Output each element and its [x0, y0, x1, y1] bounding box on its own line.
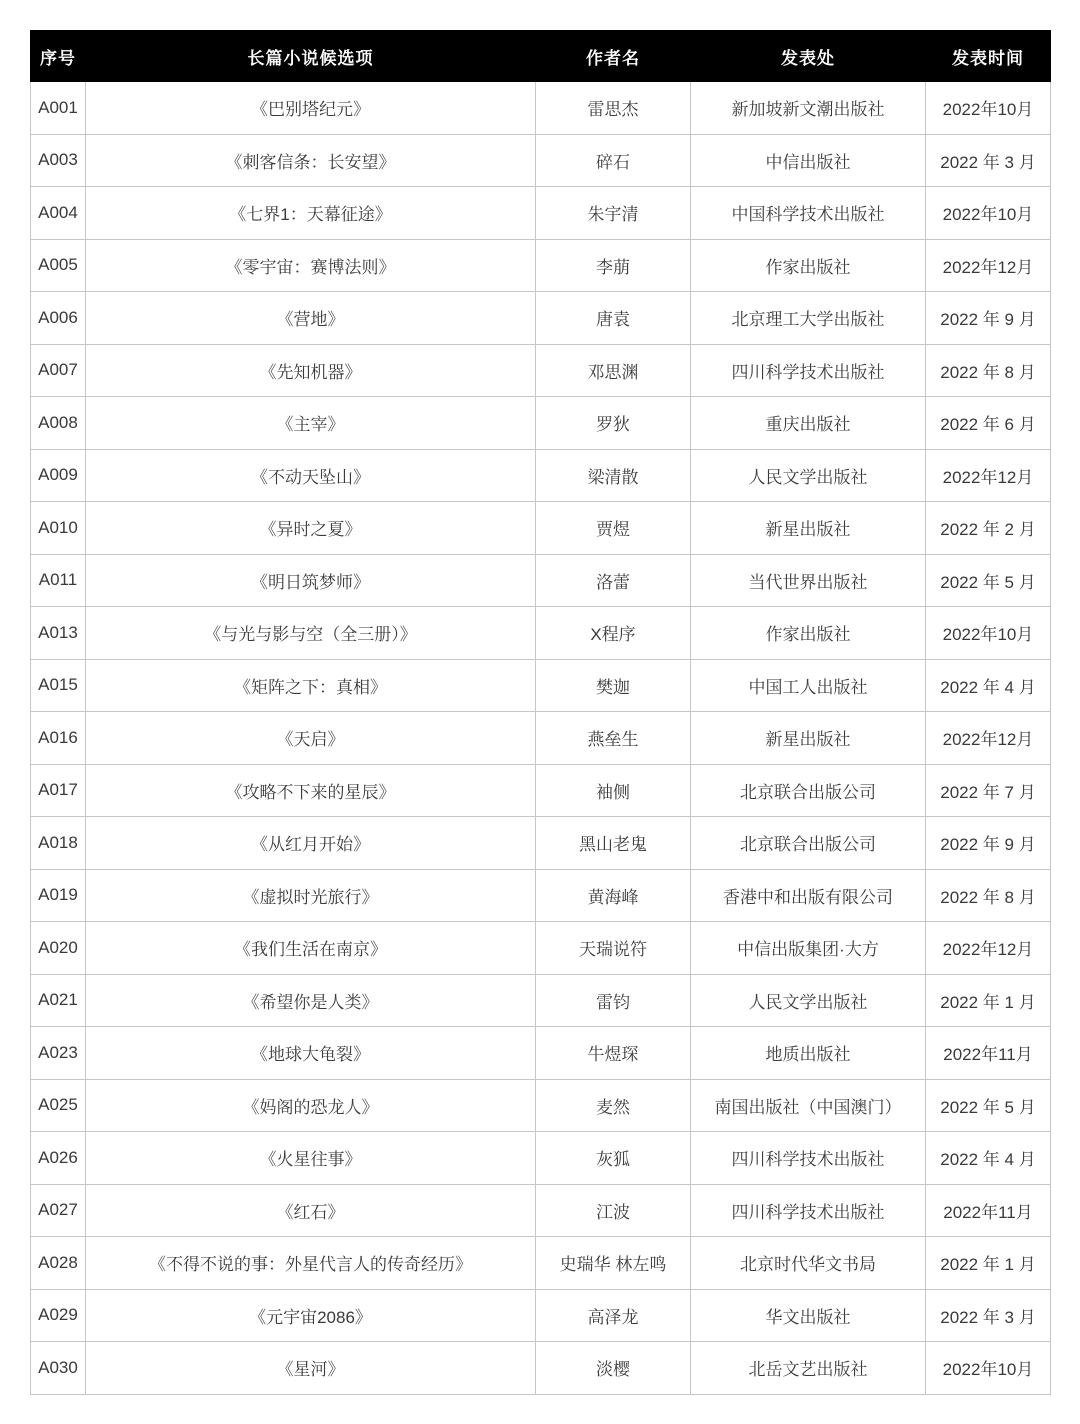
cell-date: 2022年12月	[926, 239, 1051, 292]
column-header-date: 发表时间	[926, 31, 1051, 82]
cell-title: 《异时之夏》	[86, 502, 536, 555]
cell-date: 2022年12月	[926, 712, 1051, 765]
cell-date: 2022 年 6 月	[926, 397, 1051, 450]
cell-date: 2022 年 5 月	[926, 1079, 1051, 1132]
novel-candidates-table-container	[30, 30, 1050, 1395]
cell-author: 雷思杰	[536, 82, 691, 135]
cell-publisher: 新星出版社	[691, 712, 926, 765]
cell-publisher: 北京联合出版公司	[691, 817, 926, 870]
cell-title: 《不得不说的事：外星代言人的传奇经历》	[86, 1237, 536, 1290]
table-row	[31, 502, 1051, 555]
cell-publisher: 中信出版集团·大方	[691, 922, 926, 975]
table-row	[31, 134, 1051, 187]
column-header-publisher: 发表处	[691, 31, 926, 82]
table-row	[31, 869, 1051, 922]
cell-title: 《希望你是人类》	[86, 974, 536, 1027]
table-row	[31, 712, 1051, 765]
cell-date: 2022年10月	[926, 1342, 1051, 1395]
table-row	[31, 764, 1051, 817]
cell-serial: A018	[31, 817, 86, 870]
cell-author: 邓思渊	[536, 344, 691, 397]
cell-serial: A026	[31, 1132, 86, 1185]
column-header-serial: 序号	[31, 31, 86, 82]
table-row	[31, 187, 1051, 240]
cell-serial: A004	[31, 187, 86, 240]
table-header	[31, 31, 1051, 82]
cell-serial: A020	[31, 922, 86, 975]
cell-date: 2022年12月	[926, 922, 1051, 975]
cell-title: 《我们生活在南京》	[86, 922, 536, 975]
table-row	[31, 292, 1051, 345]
cell-publisher: 中信出版社	[691, 134, 926, 187]
header-row	[31, 31, 1051, 82]
cell-publisher: 华文出版社	[691, 1289, 926, 1342]
cell-publisher: 作家出版社	[691, 607, 926, 660]
cell-publisher: 四川科学技术出版社	[691, 344, 926, 397]
cell-publisher: 中国工人出版社	[691, 659, 926, 712]
table-row	[31, 1289, 1051, 1342]
table-row	[31, 554, 1051, 607]
cell-publisher: 四川科学技术出版社	[691, 1184, 926, 1237]
cell-serial: A015	[31, 659, 86, 712]
cell-publisher: 北京联合出版公司	[691, 764, 926, 817]
novel-candidates-table	[30, 30, 1051, 1395]
cell-title: 《营地》	[86, 292, 536, 345]
cell-author: 黄海峰	[536, 869, 691, 922]
cell-author: 朱宇清	[536, 187, 691, 240]
cell-date: 2022年11月	[926, 1027, 1051, 1080]
cell-serial: A030	[31, 1342, 86, 1395]
cell-serial: A005	[31, 239, 86, 292]
cell-title: 《攻略不下来的星辰》	[86, 764, 536, 817]
table-row	[31, 82, 1051, 135]
cell-author: 黑山老鬼	[536, 817, 691, 870]
cell-date: 2022 年 8 月	[926, 344, 1051, 397]
table-body	[31, 82, 1051, 1395]
cell-date: 2022 年 9 月	[926, 292, 1051, 345]
cell-publisher: 人民文学出版社	[691, 449, 926, 502]
cell-serial: A019	[31, 869, 86, 922]
cell-serial: A027	[31, 1184, 86, 1237]
table-row	[31, 1027, 1051, 1080]
cell-publisher: 香港中和出版有限公司	[691, 869, 926, 922]
cell-title: 《星河》	[86, 1342, 536, 1395]
cell-publisher: 南国出版社（中国澳门）	[691, 1079, 926, 1132]
table-row	[31, 1342, 1051, 1395]
cell-date: 2022年10月	[926, 187, 1051, 240]
cell-serial: A008	[31, 397, 86, 450]
table-row	[31, 239, 1051, 292]
cell-author: 袖侧	[536, 764, 691, 817]
cell-date: 2022 年 4 月	[926, 659, 1051, 712]
cell-title: 《巴别塔纪元》	[86, 82, 536, 135]
cell-date: 2022 年 3 月	[926, 1289, 1051, 1342]
cell-author: 贾煜	[536, 502, 691, 555]
table-row	[31, 817, 1051, 870]
column-header-author: 作者名	[536, 31, 691, 82]
cell-date: 2022年10月	[926, 82, 1051, 135]
cell-serial: A023	[31, 1027, 86, 1080]
cell-title: 《刺客信条：长安望》	[86, 134, 536, 187]
cell-author: 牛煜琛	[536, 1027, 691, 1080]
cell-date: 2022 年 2 月	[926, 502, 1051, 555]
table-row	[31, 449, 1051, 502]
cell-title: 《妈阁的恐龙人》	[86, 1079, 536, 1132]
cell-serial: A029	[31, 1289, 86, 1342]
table-row	[31, 1132, 1051, 1185]
cell-serial: A013	[31, 607, 86, 660]
cell-author: 江波	[536, 1184, 691, 1237]
cell-date: 2022 年 7 月	[926, 764, 1051, 817]
table-row	[31, 922, 1051, 975]
cell-title: 《不动天坠山》	[86, 449, 536, 502]
table-row	[31, 1079, 1051, 1132]
cell-title: 《火星往事》	[86, 1132, 536, 1185]
cell-title: 《零宇宙：赛博法则》	[86, 239, 536, 292]
cell-author: 樊迦	[536, 659, 691, 712]
cell-serial: A011	[31, 554, 86, 607]
cell-publisher: 当代世界出版社	[691, 554, 926, 607]
cell-publisher: 新加坡新文潮出版社	[691, 82, 926, 135]
cell-serial: A001	[31, 82, 86, 135]
cell-publisher: 四川科学技术出版社	[691, 1132, 926, 1185]
cell-serial: A025	[31, 1079, 86, 1132]
cell-serial: A016	[31, 712, 86, 765]
cell-date: 2022 年 9 月	[926, 817, 1051, 870]
table-row	[31, 1237, 1051, 1290]
cell-author: 麦然	[536, 1079, 691, 1132]
cell-author: 高泽龙	[536, 1289, 691, 1342]
cell-date: 2022 年 1 月	[926, 1237, 1051, 1290]
cell-author: X程序	[536, 607, 691, 660]
cell-date: 2022 年 1 月	[926, 974, 1051, 1027]
cell-serial: A017	[31, 764, 86, 817]
cell-date: 2022 年 5 月	[926, 554, 1051, 607]
cell-title: 《虚拟时光旅行》	[86, 869, 536, 922]
cell-publisher: 重庆出版社	[691, 397, 926, 450]
cell-date: 2022 年 4 月	[926, 1132, 1051, 1185]
cell-author: 唐袁	[536, 292, 691, 345]
cell-author: 洛蕾	[536, 554, 691, 607]
cell-date: 2022年12月	[926, 449, 1051, 502]
cell-title: 《先知机器》	[86, 344, 536, 397]
cell-author: 天瑞说符	[536, 922, 691, 975]
cell-publisher: 人民文学出版社	[691, 974, 926, 1027]
cell-title: 《从红月开始》	[86, 817, 536, 870]
cell-author: 灰狐	[536, 1132, 691, 1185]
cell-serial: A021	[31, 974, 86, 1027]
cell-title: 《明日筑梦师》	[86, 554, 536, 607]
cell-serial: A003	[31, 134, 86, 187]
table-row	[31, 659, 1051, 712]
cell-serial: A009	[31, 449, 86, 502]
cell-date: 2022 年 8 月	[926, 869, 1051, 922]
cell-publisher: 地质出版社	[691, 1027, 926, 1080]
cell-publisher: 北岳文艺出版社	[691, 1342, 926, 1395]
cell-title: 《与光与影与空（全三册）》	[86, 607, 536, 660]
cell-author: 淡樱	[536, 1342, 691, 1395]
cell-date: 2022年11月	[926, 1184, 1051, 1237]
cell-author: 罗狄	[536, 397, 691, 450]
cell-serial: A007	[31, 344, 86, 397]
cell-author: 梁清散	[536, 449, 691, 502]
cell-date: 2022 年 3 月	[926, 134, 1051, 187]
table-row	[31, 974, 1051, 1027]
cell-author: 燕垒生	[536, 712, 691, 765]
cell-title: 《天启》	[86, 712, 536, 765]
table-row	[31, 607, 1051, 660]
cell-title: 《主宰》	[86, 397, 536, 450]
cell-publisher: 中国科学技术出版社	[691, 187, 926, 240]
cell-publisher: 新星出版社	[691, 502, 926, 555]
cell-publisher: 北京理工大学出版社	[691, 292, 926, 345]
cell-author: 碎石	[536, 134, 691, 187]
cell-author: 史瑞华 林左鸣	[536, 1237, 691, 1290]
cell-date: 2022年10月	[926, 607, 1051, 660]
cell-publisher: 作家出版社	[691, 239, 926, 292]
cell-title: 《元宇宙2086》	[86, 1289, 536, 1342]
cell-author: 雷钧	[536, 974, 691, 1027]
cell-serial: A028	[31, 1237, 86, 1290]
cell-title: 《地球大龟裂》	[86, 1027, 536, 1080]
table-row	[31, 344, 1051, 397]
cell-author: 李萠	[536, 239, 691, 292]
cell-publisher: 北京时代华文书局	[691, 1237, 926, 1290]
column-header-title: 长篇小说候选项	[86, 31, 536, 82]
cell-serial: A006	[31, 292, 86, 345]
table-row	[31, 1184, 1051, 1237]
cell-serial: A010	[31, 502, 86, 555]
table-row	[31, 397, 1051, 450]
cell-title: 《红石》	[86, 1184, 536, 1237]
cell-title: 《七界1：天幕征途》	[86, 187, 536, 240]
cell-title: 《矩阵之下：真相》	[86, 659, 536, 712]
